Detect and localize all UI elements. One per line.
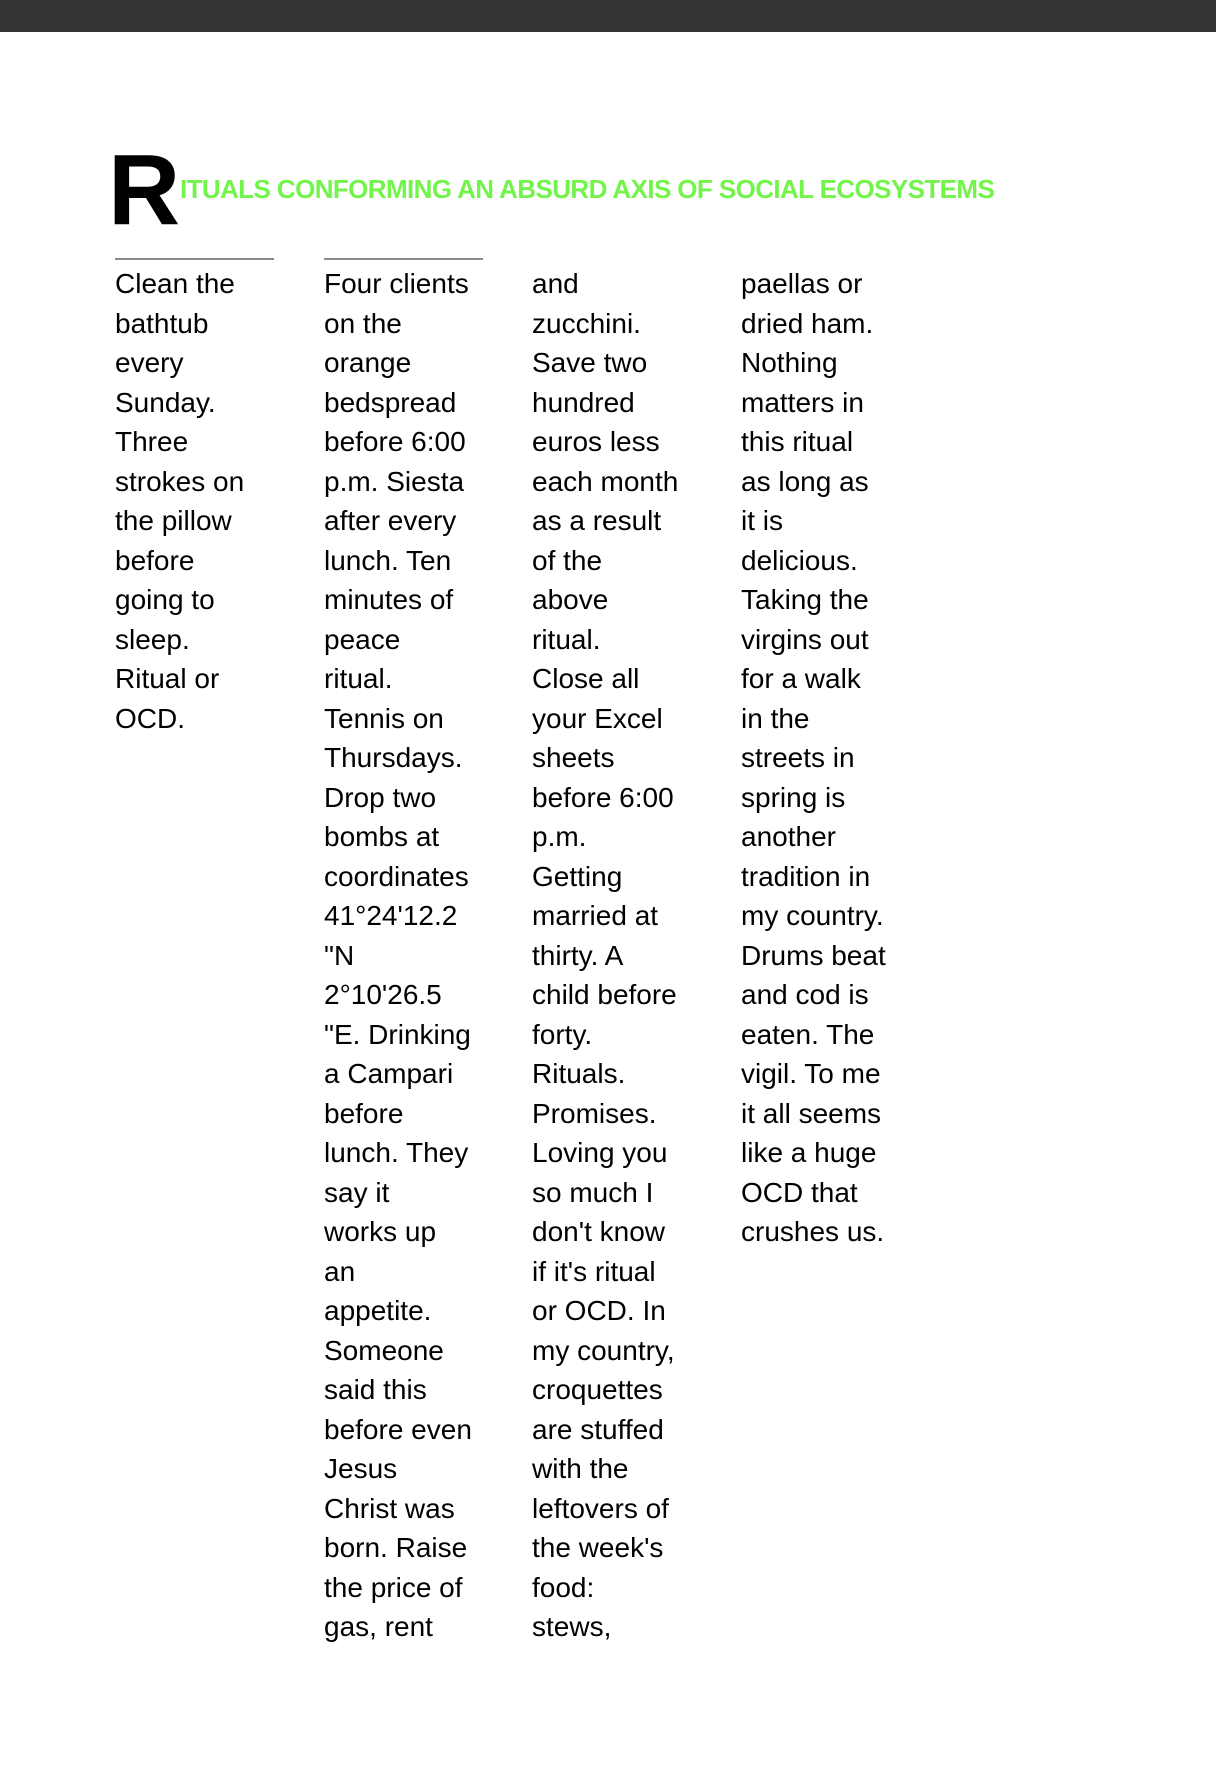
- text-line: with the: [532, 1453, 629, 1484]
- column-rule-spacer: [741, 258, 900, 260]
- text-line: before 6:00: [532, 781, 674, 813]
- text-line: appetite.: [324, 1295, 432, 1326]
- text-line: so much I: [532, 1176, 654, 1208]
- text-line: each month: [532, 465, 679, 497]
- text-line: lunch. They: [324, 1137, 469, 1168]
- text-line: spring is: [741, 781, 846, 813]
- text-line: streets in: [741, 742, 855, 773]
- text-line: croquettes: [532, 1374, 663, 1405]
- text-line: Promises.: [532, 1097, 657, 1129]
- text-line: going to: [115, 584, 215, 615]
- column-text: [115, 264, 280, 738]
- text-column-2: [324, 258, 489, 1647]
- text-line: bedspread: [324, 386, 457, 418]
- text-line: vigil. To me: [741, 1058, 881, 1089]
- text-line: as a result: [532, 505, 662, 536]
- text-line: eaten. The: [741, 1018, 875, 1050]
- text-line: are stuffed: [532, 1413, 664, 1445]
- text-line: peace: [324, 623, 401, 655]
- text-line: crushes us.: [741, 1216, 885, 1247]
- text-line: an: [324, 1255, 356, 1287]
- text-line: before even: [324, 1413, 472, 1445]
- text-line: before: [324, 1097, 404, 1129]
- text-line: leftovers of: [532, 1492, 669, 1524]
- text-line: Ritual or: [115, 663, 220, 694]
- text-line: and: [532, 268, 579, 299]
- text-line: sleep.: [115, 623, 190, 655]
- text-line: Jesus: [324, 1453, 398, 1484]
- text-line: bombs at: [324, 821, 440, 852]
- text-line: Loving you: [532, 1137, 668, 1168]
- text-line: Tennis on: [324, 702, 444, 734]
- text-line: say it: [324, 1176, 390, 1208]
- text-line: Taking the: [741, 584, 869, 615]
- text-line: in the: [741, 702, 810, 734]
- text-line: OCD.: [115, 702, 185, 734]
- text-line: my country,: [532, 1334, 675, 1366]
- text-line: before 6:00: [324, 426, 466, 457]
- text-line: it all seems: [741, 1097, 882, 1129]
- text-line: above: [532, 584, 609, 615]
- text-line: delicious.: [741, 544, 858, 576]
- text-line: Christ was: [324, 1492, 455, 1524]
- text-line: 2°10'26.5: [324, 979, 442, 1010]
- column-text: [324, 264, 489, 1647]
- text-line: bathtub: [115, 307, 209, 339]
- text-line: ritual.: [324, 663, 393, 694]
- text-line: gas, rent: [324, 1611, 433, 1642]
- text-line: stews,: [532, 1611, 612, 1642]
- drop-cap: R: [108, 134, 179, 246]
- text-line: zucchini.: [532, 307, 641, 339]
- text-line: my country.: [741, 900, 884, 931]
- text-line: Three: [115, 426, 189, 457]
- text-line: Someone: [324, 1334, 444, 1366]
- text-line: dried ham.: [741, 307, 874, 339]
- text-line: OCD that: [741, 1176, 858, 1208]
- text-line: Clean the: [115, 268, 235, 299]
- text-line: on the: [324, 307, 402, 339]
- text-line: the price of: [324, 1571, 463, 1603]
- text-line: Nothing: [741, 347, 838, 378]
- text-line: minutes of: [324, 584, 454, 615]
- text-line: Sunday.: [115, 386, 216, 418]
- text-line: paellas or: [741, 268, 863, 299]
- text-line: as long as: [741, 465, 869, 497]
- text-line: this ritual: [741, 426, 854, 457]
- text-line: Four clients: [324, 268, 469, 299]
- text-line: your Excel: [532, 702, 663, 734]
- text-line: like a huge: [741, 1137, 877, 1168]
- text-line: of the: [532, 544, 603, 576]
- article-title: ITUALS CONFORMING AN ABSURD AXIS OF SOCIAL ECOSYSTEMS: [180, 174, 995, 204]
- text-column-1: [115, 258, 280, 738]
- text-line: if it's ritual: [532, 1255, 656, 1287]
- column-text: [741, 264, 906, 1252]
- text-line: p.m. Siesta: [324, 465, 465, 497]
- text-line: born. Raise: [324, 1532, 468, 1563]
- text-line: or OCD. In: [532, 1295, 666, 1326]
- text-line: every: [115, 347, 184, 378]
- text-line: "N: [324, 939, 355, 971]
- text-line: said this: [324, 1374, 427, 1405]
- column-rule: [324, 258, 483, 260]
- column-text: [532, 264, 697, 1647]
- column-rule-spacer: [532, 258, 691, 260]
- text-line: a Campari: [324, 1058, 454, 1089]
- text-line: Save two: [532, 347, 648, 378]
- text-line: it is: [741, 505, 783, 536]
- text-line: orange: [324, 347, 412, 378]
- text-line: thirty. A: [532, 939, 624, 971]
- text-line: Close all: [532, 663, 640, 694]
- text-line: married at: [532, 900, 659, 931]
- text-line: virgins out: [741, 623, 869, 655]
- text-line: don't know: [532, 1216, 665, 1247]
- text-line: coordinates: [324, 860, 469, 892]
- text-line: before: [115, 544, 195, 576]
- text-line: after every: [324, 505, 457, 536]
- text-line: matters in: [741, 386, 864, 418]
- text-line: and cod is: [741, 979, 869, 1010]
- text-line: 41°24'12.2: [324, 900, 458, 931]
- text-line: works up: [324, 1216, 437, 1247]
- text-line: euros less: [532, 426, 660, 457]
- text-column-3: [532, 258, 697, 1647]
- column-rule: [115, 258, 274, 260]
- text-line: another: [741, 821, 836, 852]
- text-line: for a walk: [741, 663, 861, 694]
- text-line: forty.: [532, 1018, 593, 1050]
- text-line: Drop two: [324, 781, 437, 813]
- text-line: sheets: [532, 742, 615, 773]
- text-line: food:: [532, 1571, 595, 1603]
- text-column-4: [741, 258, 906, 1252]
- text-line: Getting: [532, 860, 623, 892]
- text-line: the week's: [532, 1532, 664, 1563]
- text-line: hundred: [532, 386, 635, 418]
- text-line: p.m.: [532, 821, 587, 852]
- text-line: Thursdays.: [324, 742, 463, 773]
- text-line: ritual.: [532, 623, 601, 655]
- text-line: child before: [532, 979, 677, 1010]
- text-line: strokes on: [115, 465, 245, 497]
- text-line: Drums beat: [741, 939, 886, 971]
- text-line: lunch. Ten: [324, 544, 452, 576]
- text-line: Rituals.: [532, 1058, 626, 1089]
- text-line: the pillow: [115, 505, 232, 536]
- top-bar: [0, 0, 1216, 32]
- text-line: "E. Drinking: [324, 1018, 471, 1050]
- text-line: tradition in: [741, 860, 871, 892]
